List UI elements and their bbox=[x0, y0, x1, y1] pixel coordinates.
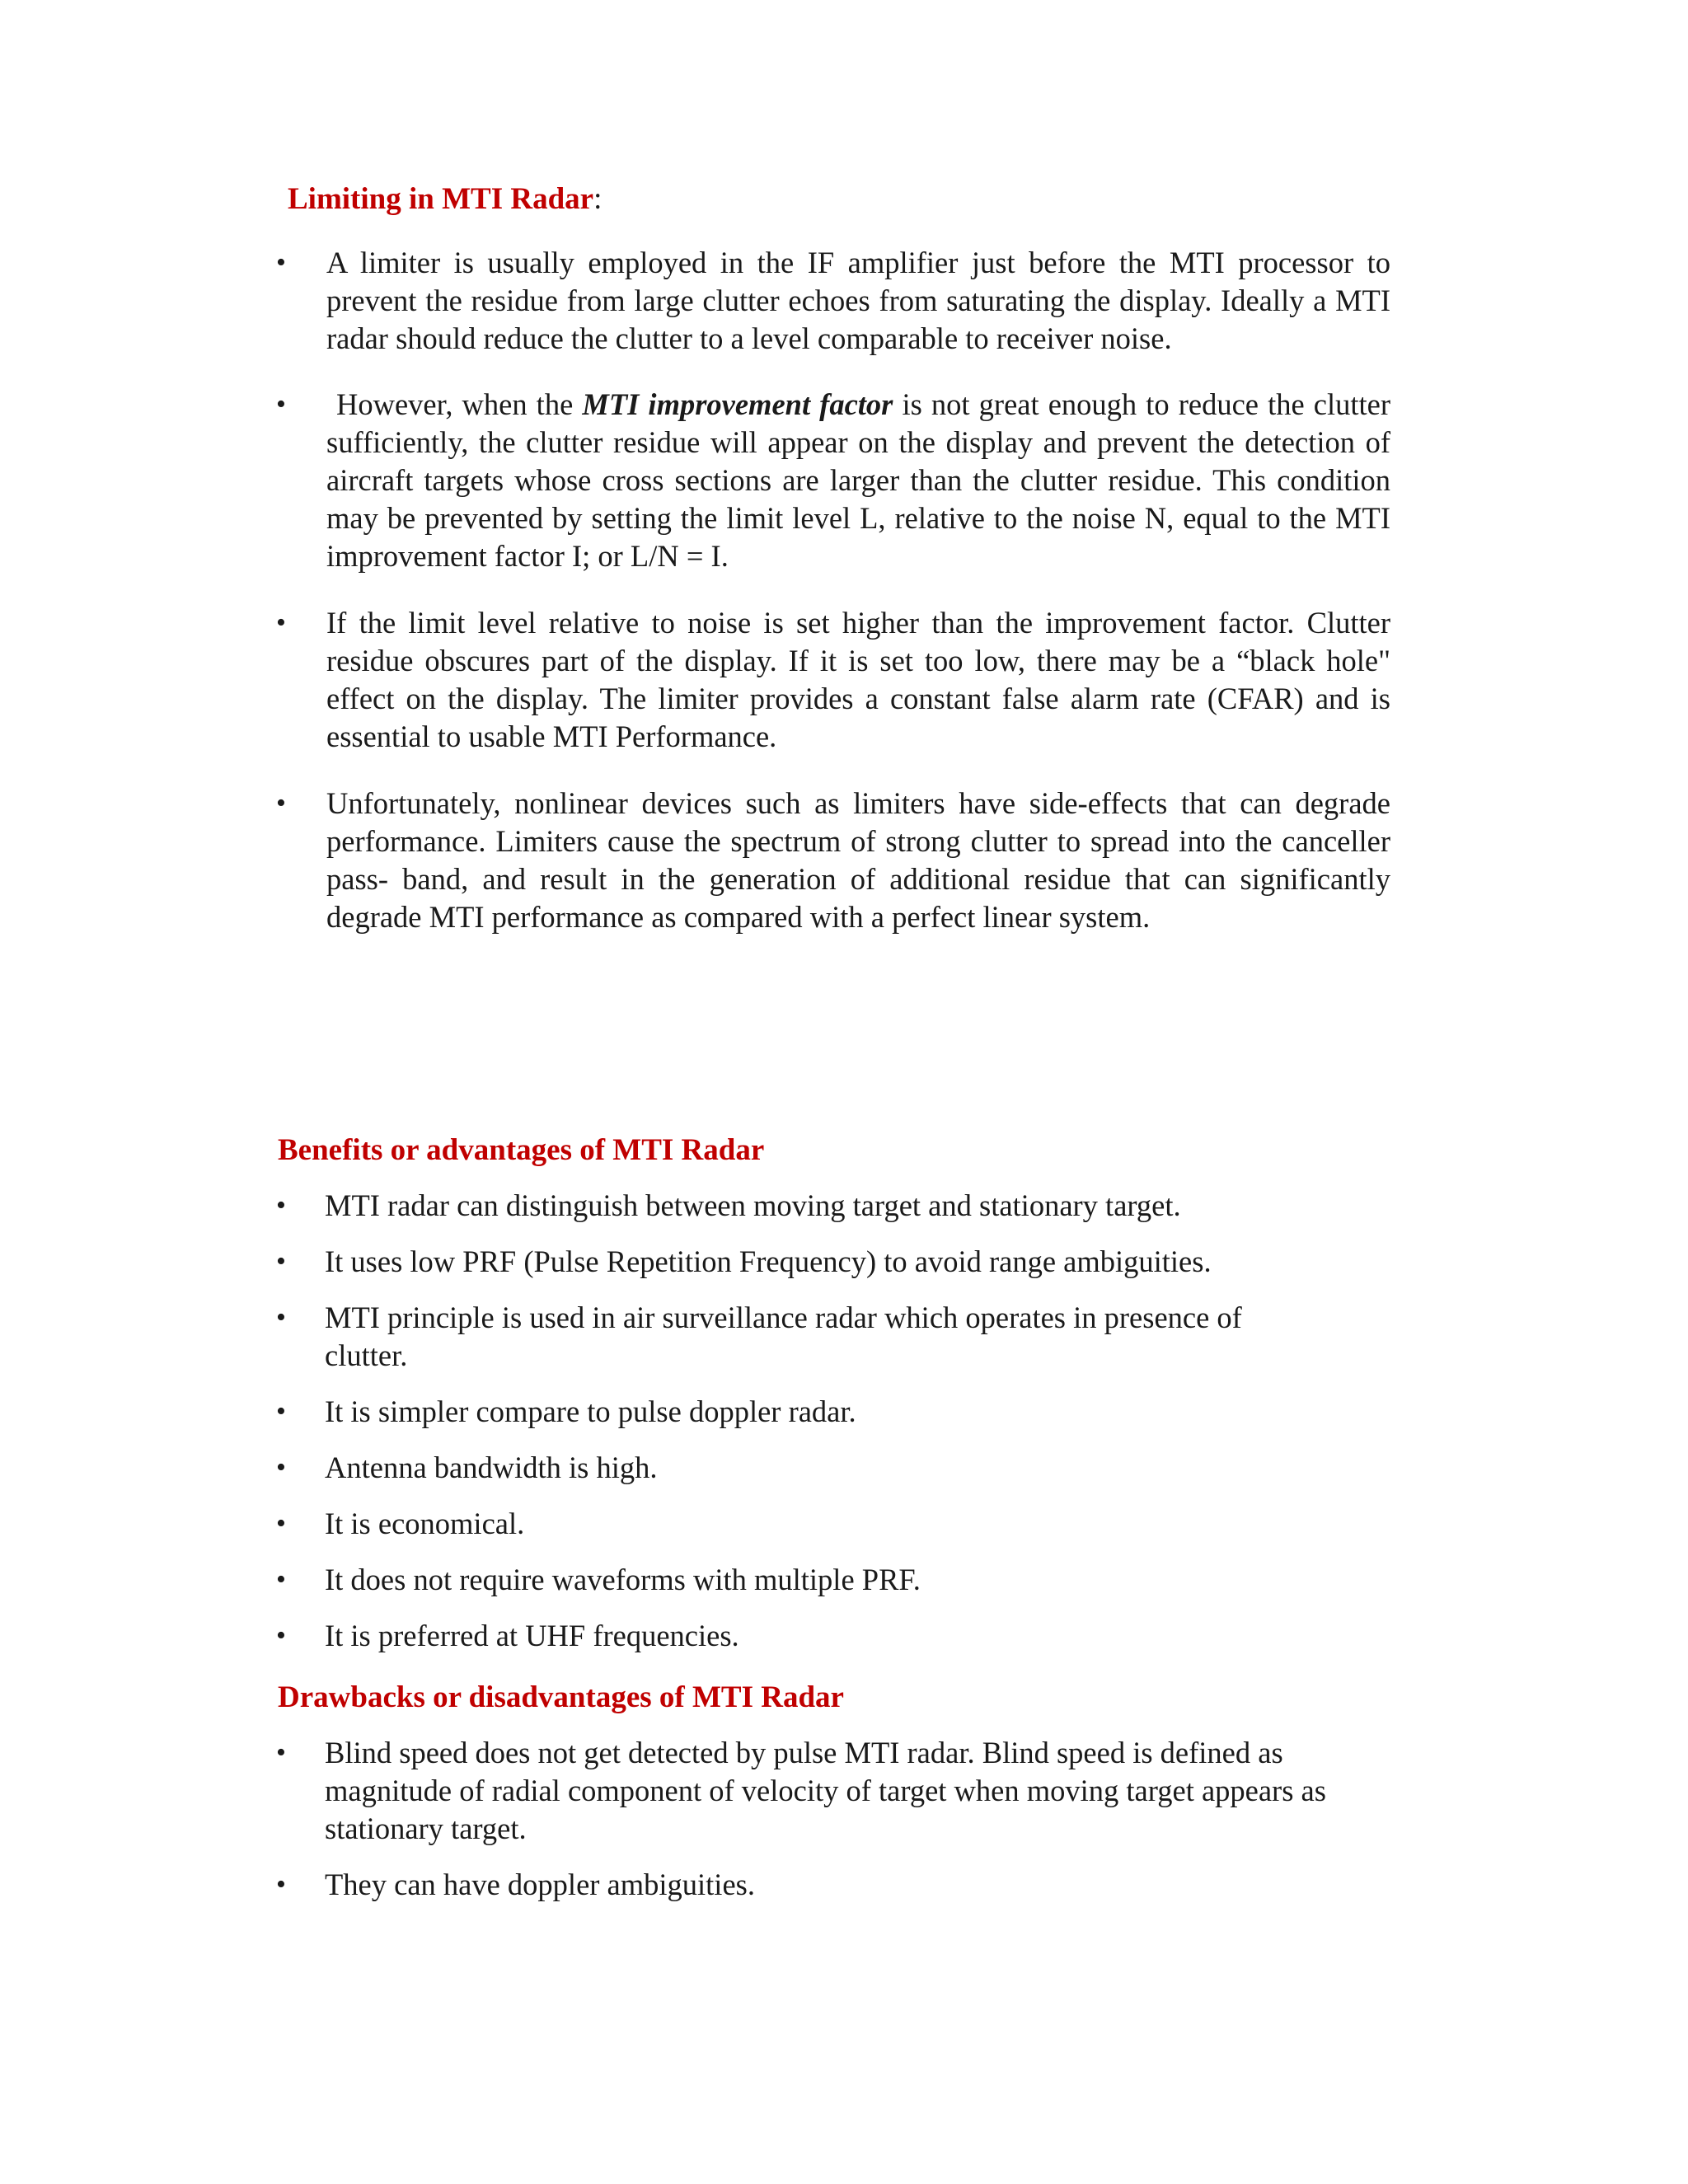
bullet-icon: • bbox=[276, 389, 286, 419]
list-item-text: Unfortunately, nonlinear devices such as limiters have side-effects that can degrade performance. Limiters cause the spectrum of strong clutter to spread into the canceller pass- band, and result in the generation of additional residue that can significantly degrade MTI performance as compared with a perfect linear system. bbox=[326, 786, 1390, 934]
list-item-text: MTI principle is used in air surveillance radar which operates in presence of clutter. bbox=[325, 1301, 1242, 1372]
list-item bbox=[276, 1866, 1414, 1904]
list-item-text: If the limit level relative to noise is set higher than the improvement factor. Clutter residue obscures part of the display. If it is set too low, there may be a “black hole" effect on the display. The limiter provides a constant false alarm rate (CFAR) and is essential to usable MTI Performance. bbox=[326, 606, 1390, 753]
bullet-icon: • bbox=[276, 247, 286, 278]
limiting-heading-colon: : bbox=[593, 182, 603, 216]
bullet-icon: • bbox=[276, 1246, 286, 1277]
list-item bbox=[276, 244, 1390, 358]
bullet-icon: • bbox=[276, 1737, 286, 1768]
benefits-heading-text: Benefits or advantages of MTI Radar bbox=[278, 1133, 765, 1167]
bullet-icon: • bbox=[276, 1396, 286, 1427]
list-item bbox=[276, 1617, 1381, 1655]
benefits-heading bbox=[278, 1132, 764, 1169]
mti-improvement-factor-emphasis: MTI improvement factor bbox=[582, 387, 893, 421]
list-item-text: Blind speed does not get detected by pulse MTI radar. Blind speed is defined as magnitude of radial component of velocity of target when moving target appears as stationary target. bbox=[325, 1736, 1326, 1845]
list-item-text: It is economical. bbox=[325, 1507, 525, 1540]
list-item-text-pre: However, when the bbox=[336, 387, 583, 421]
list-item bbox=[276, 1299, 1381, 1375]
bullet-icon: • bbox=[276, 1508, 286, 1539]
list-item-text: Antenna bandwidth is high. bbox=[325, 1451, 658, 1484]
bullet-icon: • bbox=[276, 1564, 286, 1595]
list-item bbox=[276, 1187, 1381, 1225]
list-item-text: It is simpler compare to pulse doppler radar. bbox=[325, 1394, 856, 1428]
drawbacks-list bbox=[276, 1734, 1414, 1922]
limiting-heading-text: Limiting in MTI Radar bbox=[288, 182, 594, 216]
list-item-text: MTI radar can distinguish between moving target and stationary target. bbox=[325, 1188, 1181, 1222]
drawbacks-heading bbox=[278, 1680, 844, 1716]
list-item-text: A limiter is usually employed in the IF amplifier just before the MTI processor to prevent the residue from large clutter echoes from saturating the display. Ideally a MTI radar should reduce the clutter to a level comparable to receiver noise. bbox=[326, 246, 1390, 355]
list-item bbox=[276, 1449, 1381, 1487]
list-item-text: They can have doppler ambiguities. bbox=[325, 1868, 755, 1901]
list-item bbox=[276, 604, 1390, 756]
bullet-icon: • bbox=[276, 1869, 286, 1900]
bullet-icon: • bbox=[276, 1620, 286, 1651]
list-item bbox=[276, 1243, 1381, 1281]
drawbacks-heading-text: Drawbacks or disadvantages of MTI Radar bbox=[278, 1680, 844, 1714]
bullet-icon: • bbox=[276, 1302, 286, 1333]
bullet-icon: • bbox=[276, 1190, 286, 1221]
list-item-text: It is preferred at UHF frequencies. bbox=[325, 1619, 739, 1652]
bullet-icon: • bbox=[276, 607, 286, 638]
list-item bbox=[276, 1393, 1381, 1431]
list-item-text-post: is not great enough to reduce the clutter sufficiently, the clutter residue will appear on the display and prevent the detection of aircraft targets whose cross sections are larger than the clutter residue. This condition may be prevented by setting the limit level L, relative to the noise N, equal to the MTI improvement factor I; or L/N = I. bbox=[326, 387, 1390, 573]
bullet-icon: • bbox=[276, 788, 286, 818]
list-item bbox=[276, 1505, 1381, 1543]
benefits-list bbox=[276, 1187, 1381, 1673]
list-item-text: It does not require waveforms with multiple PRF. bbox=[325, 1563, 921, 1596]
list-item-text: It uses low PRF (Pulse Repetition Frequency) to avoid range ambiguities. bbox=[325, 1244, 1212, 1278]
list-item bbox=[276, 386, 1390, 575]
list-item bbox=[276, 1734, 1414, 1848]
bullet-icon: • bbox=[276, 1452, 286, 1483]
list-item bbox=[276, 785, 1390, 936]
limiting-heading bbox=[288, 181, 602, 218]
limiting-list bbox=[276, 244, 1390, 964]
list-item bbox=[276, 1561, 1381, 1599]
